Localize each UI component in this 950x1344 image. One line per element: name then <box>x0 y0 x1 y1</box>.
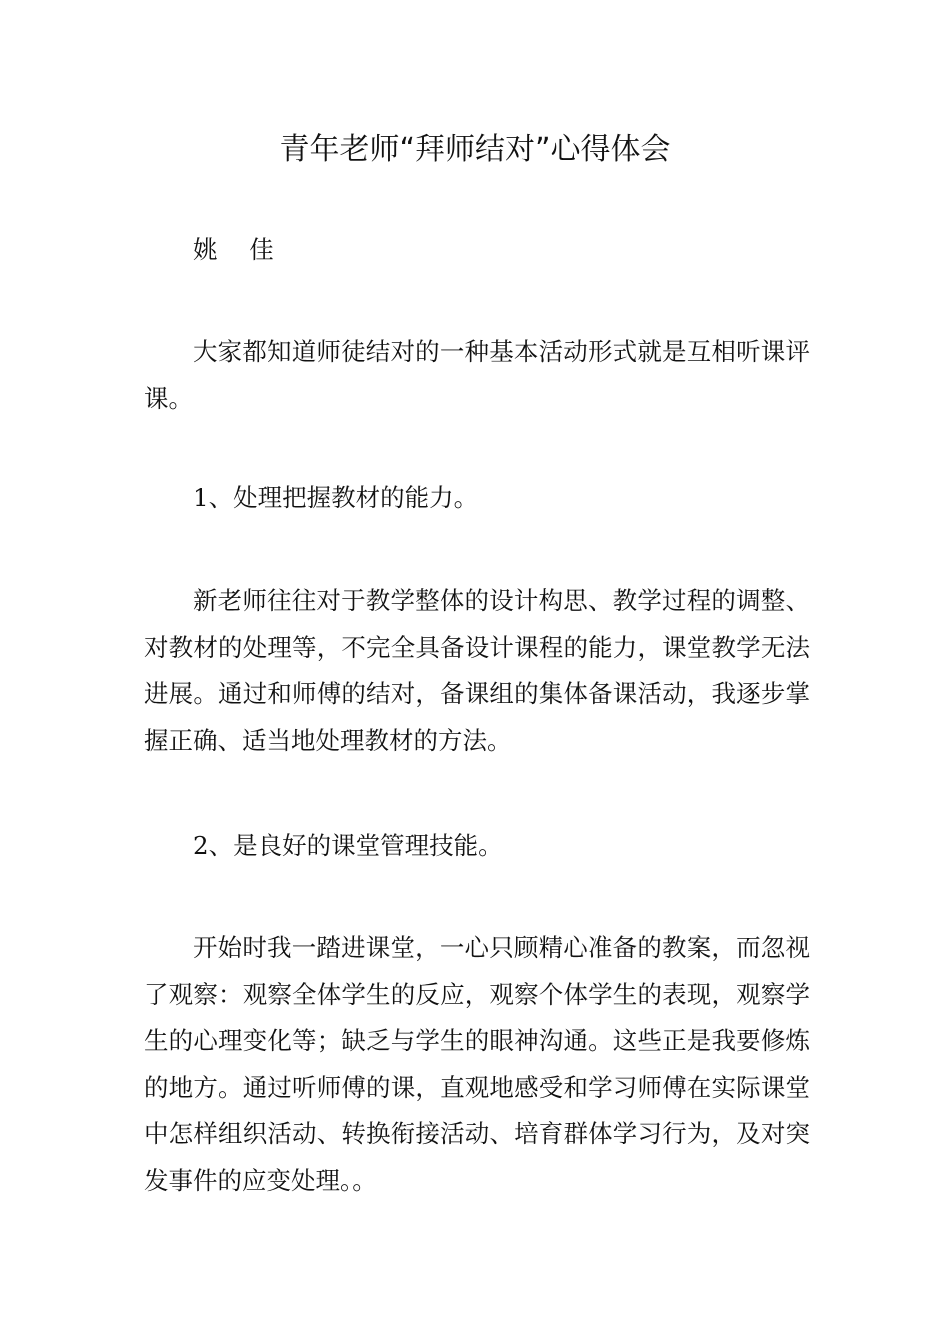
section-2-heading: 2、是良好的课堂管理技能。 <box>193 831 503 860</box>
section-2-paragraph: 开始时我一踏进课堂，一心只顾精心准备的教案，而忽视了观察：观察全体学生的反应，观察个体学生的表现，观察学生的心理变化等；缺乏与学生的眼神沟通。这些正是我要修炼的地方。通过听师傅的课，直观地感受和学习师傅在实际课堂中怎样组织活动、转换衔接活动、培育群体学习行为，及对突发事件的应变处理。。 <box>144 933 810 1195</box>
section-1-paragraph: 新老师往往对于教学整体的设计构思、教学过程的调整、对教材的处理等，不完全具备设计课程的能力，课堂教学无法进展。通过和师傅的结对，备课组的集体备课活动，我逐步掌握正确、适当地处理教材的方法。 <box>144 586 810 755</box>
document-title: 青年老师“拜师结对”心得体会 <box>279 132 671 167</box>
section-1-heading: 1、处理把握教材的能力。 <box>193 483 479 512</box>
author-name: 姚 佳 <box>193 235 286 264</box>
intro-paragraph: 大家都知道师徒结对的一种基本活动形式就是互相听课评课。 <box>144 337 810 413</box>
